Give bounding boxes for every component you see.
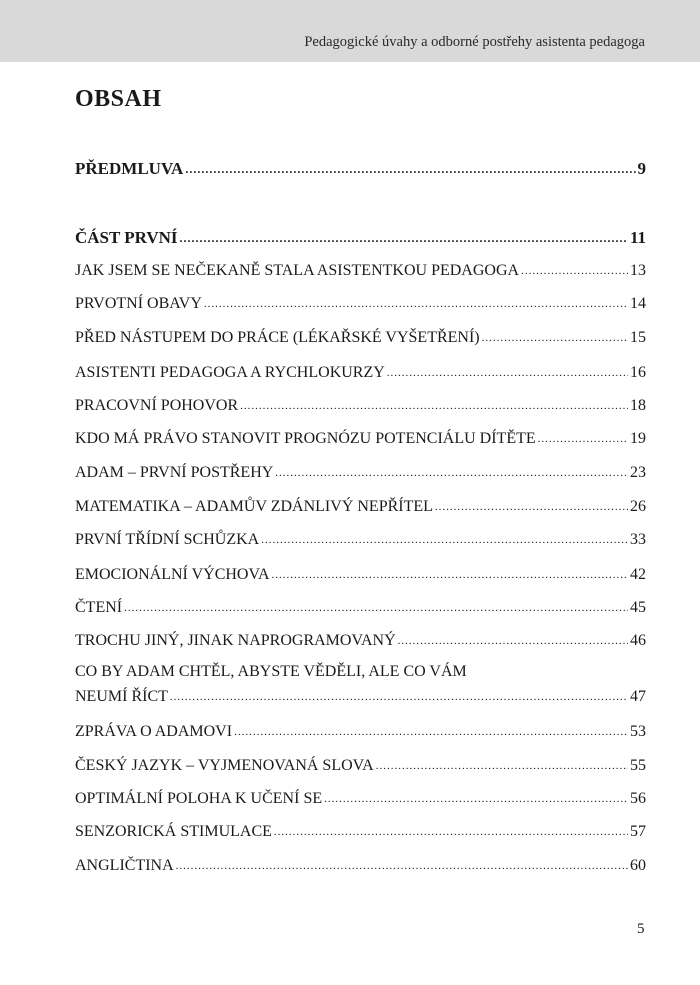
toc-entry-label: MATEMATIKA – ADAMŮV ZDÁNLIVÝ NEPŘÍTEL (75, 498, 433, 515)
toc-entry-label: ZPRÁVA O ADAMOVI (75, 723, 233, 740)
toc-entry-page: 26 (630, 498, 646, 515)
toc-leader-dots (176, 855, 628, 876)
toc-entry[interactable] (75, 327, 646, 348)
toc-entry-label: PRVNÍ TŘÍDNÍ SCHŮZKA (75, 531, 260, 548)
toc-leader-dots (521, 260, 628, 281)
toc-entry-label: TROCHU JINÝ, JINAK NAPROGRAMOVANÝ (75, 632, 396, 649)
toc-entry-page: 60 (630, 857, 646, 874)
toc-entry-label: ČESKÝ JAZYK – VYJMENOVANÁ SLOVA (75, 757, 374, 774)
toc-leader-dots (324, 788, 628, 809)
toc-entry-page: 56 (630, 790, 646, 807)
toc-entry-label-continued: NEUMÍ ŘÍCT (75, 688, 168, 705)
page-number: 5 (637, 921, 645, 937)
toc-entry-page: 33 (630, 531, 646, 548)
toc-leader-dots (376, 755, 628, 776)
toc-entry-label: ČÁST PRVNÍ (75, 228, 178, 247)
toc-entry[interactable] (75, 821, 646, 842)
toc-entry-label: JAK JSEM SE NEČEKANĚ STALA ASISTENTKOU PEDAGOGA (75, 262, 520, 279)
toc-entry[interactable] (75, 428, 646, 449)
toc-entry-multiline[interactable] (75, 660, 646, 709)
toc-entry[interactable] (75, 260, 646, 281)
toc-leader-dots (272, 564, 628, 585)
toc-entry[interactable] (75, 788, 646, 809)
toc-entry-page: 23 (630, 464, 646, 481)
toc-entry[interactable] (75, 462, 646, 483)
toc-leader-dots (240, 395, 628, 416)
toc-leader-dots (274, 821, 628, 842)
toc-entry-page: 18 (630, 397, 646, 414)
toc-entry-label: ANGLIČTINA (75, 857, 174, 874)
toc-entry-page: 53 (630, 723, 646, 740)
toc-entry[interactable] (75, 362, 646, 383)
toc-entry[interactable] (75, 721, 646, 742)
toc-leader-dots (234, 721, 628, 742)
running-header-band (0, 0, 700, 62)
toc-entry-label: KDO MÁ PRÁVO STANOVIT PROGNÓZU POTENCIÁLU DÍTĚTE (75, 430, 536, 447)
toc-entry-cast-prvni[interactable] (75, 227, 646, 248)
toc-entry-label: PRACOVNÍ POHOVOR (75, 397, 239, 414)
toc-leader-dots (275, 462, 628, 483)
toc-leader-dots (398, 630, 628, 651)
toc-entry-label: SENZORICKÁ STIMULACE (75, 823, 272, 840)
toc-entry-page: 42 (630, 566, 646, 583)
toc-leader-dots (170, 684, 628, 709)
running-header-title: Pedagogické úvahy a odborné postřehy asistenta pedagoga (304, 34, 645, 50)
toc-entry-label: ČTENÍ (75, 599, 123, 616)
toc-entry-predmluva[interactable] (75, 158, 646, 179)
toc-entry-label: ADAM – PRVNÍ POSTŘEHY (75, 464, 274, 481)
toc-entry[interactable] (75, 755, 646, 776)
toc-leader-dots (124, 597, 628, 618)
toc-entry-page: 15 (630, 329, 646, 346)
toc-entry-page: 47 (630, 688, 646, 705)
toc-leader-dots (538, 428, 628, 449)
toc-entry[interactable] (75, 293, 646, 314)
toc-leader-dots (387, 362, 628, 383)
toc-entry-label: EMOCIONÁLNÍ VÝCHOVA (75, 566, 270, 583)
toc-entry[interactable] (75, 855, 646, 876)
toc-entry-page: 14 (630, 295, 646, 312)
toc-entry[interactable] (75, 630, 646, 651)
toc-entry-page: 19 (630, 430, 646, 447)
toc-leader-dots (482, 327, 628, 348)
toc-entry-page: 57 (630, 823, 646, 840)
toc-entry-label: ASISTENTI PEDAGOGA A RYCHLOKURZY (75, 364, 385, 381)
toc-entry-label: PŘED NÁSTUPEM DO PRÁCE (LÉKAŘSKÉ VYŠETŘENÍ) (75, 329, 480, 346)
toc-leader-dots (261, 529, 628, 550)
toc-entry-page: 45 (630, 599, 646, 616)
toc-entry-label: PŘEDMLUVA (75, 159, 184, 178)
toc-entry[interactable] (75, 564, 646, 585)
toc-entry-page: 13 (630, 262, 646, 279)
toc-entry-page: 55 (630, 757, 646, 774)
toc-entry-label: OPTIMÁLNÍ POLOHA K UČENÍ SE (75, 790, 323, 807)
toc-entry-page: 9 (637, 159, 646, 178)
toc-entry[interactable] (75, 496, 646, 517)
toc-leader-dots (185, 158, 635, 179)
toc-heading: OBSAH (75, 86, 162, 112)
toc-entry-page: 46 (630, 632, 646, 649)
toc-entry-page: 16 (630, 364, 646, 381)
toc-leader-dots (180, 227, 628, 248)
toc-entry[interactable] (75, 395, 646, 416)
toc-leader-dots (204, 293, 628, 314)
toc-entry-page: 11 (629, 228, 646, 247)
toc-entry[interactable] (75, 597, 646, 618)
toc-entry-label: PRVOTNÍ OBAVY (75, 295, 202, 312)
toc-leader-dots (435, 496, 628, 517)
toc-entry[interactable] (75, 529, 646, 550)
toc-entry-label: CO BY ADAM CHTĚL, ABYSTE VĚDĚLI, ALE CO VÁM (75, 663, 467, 680)
